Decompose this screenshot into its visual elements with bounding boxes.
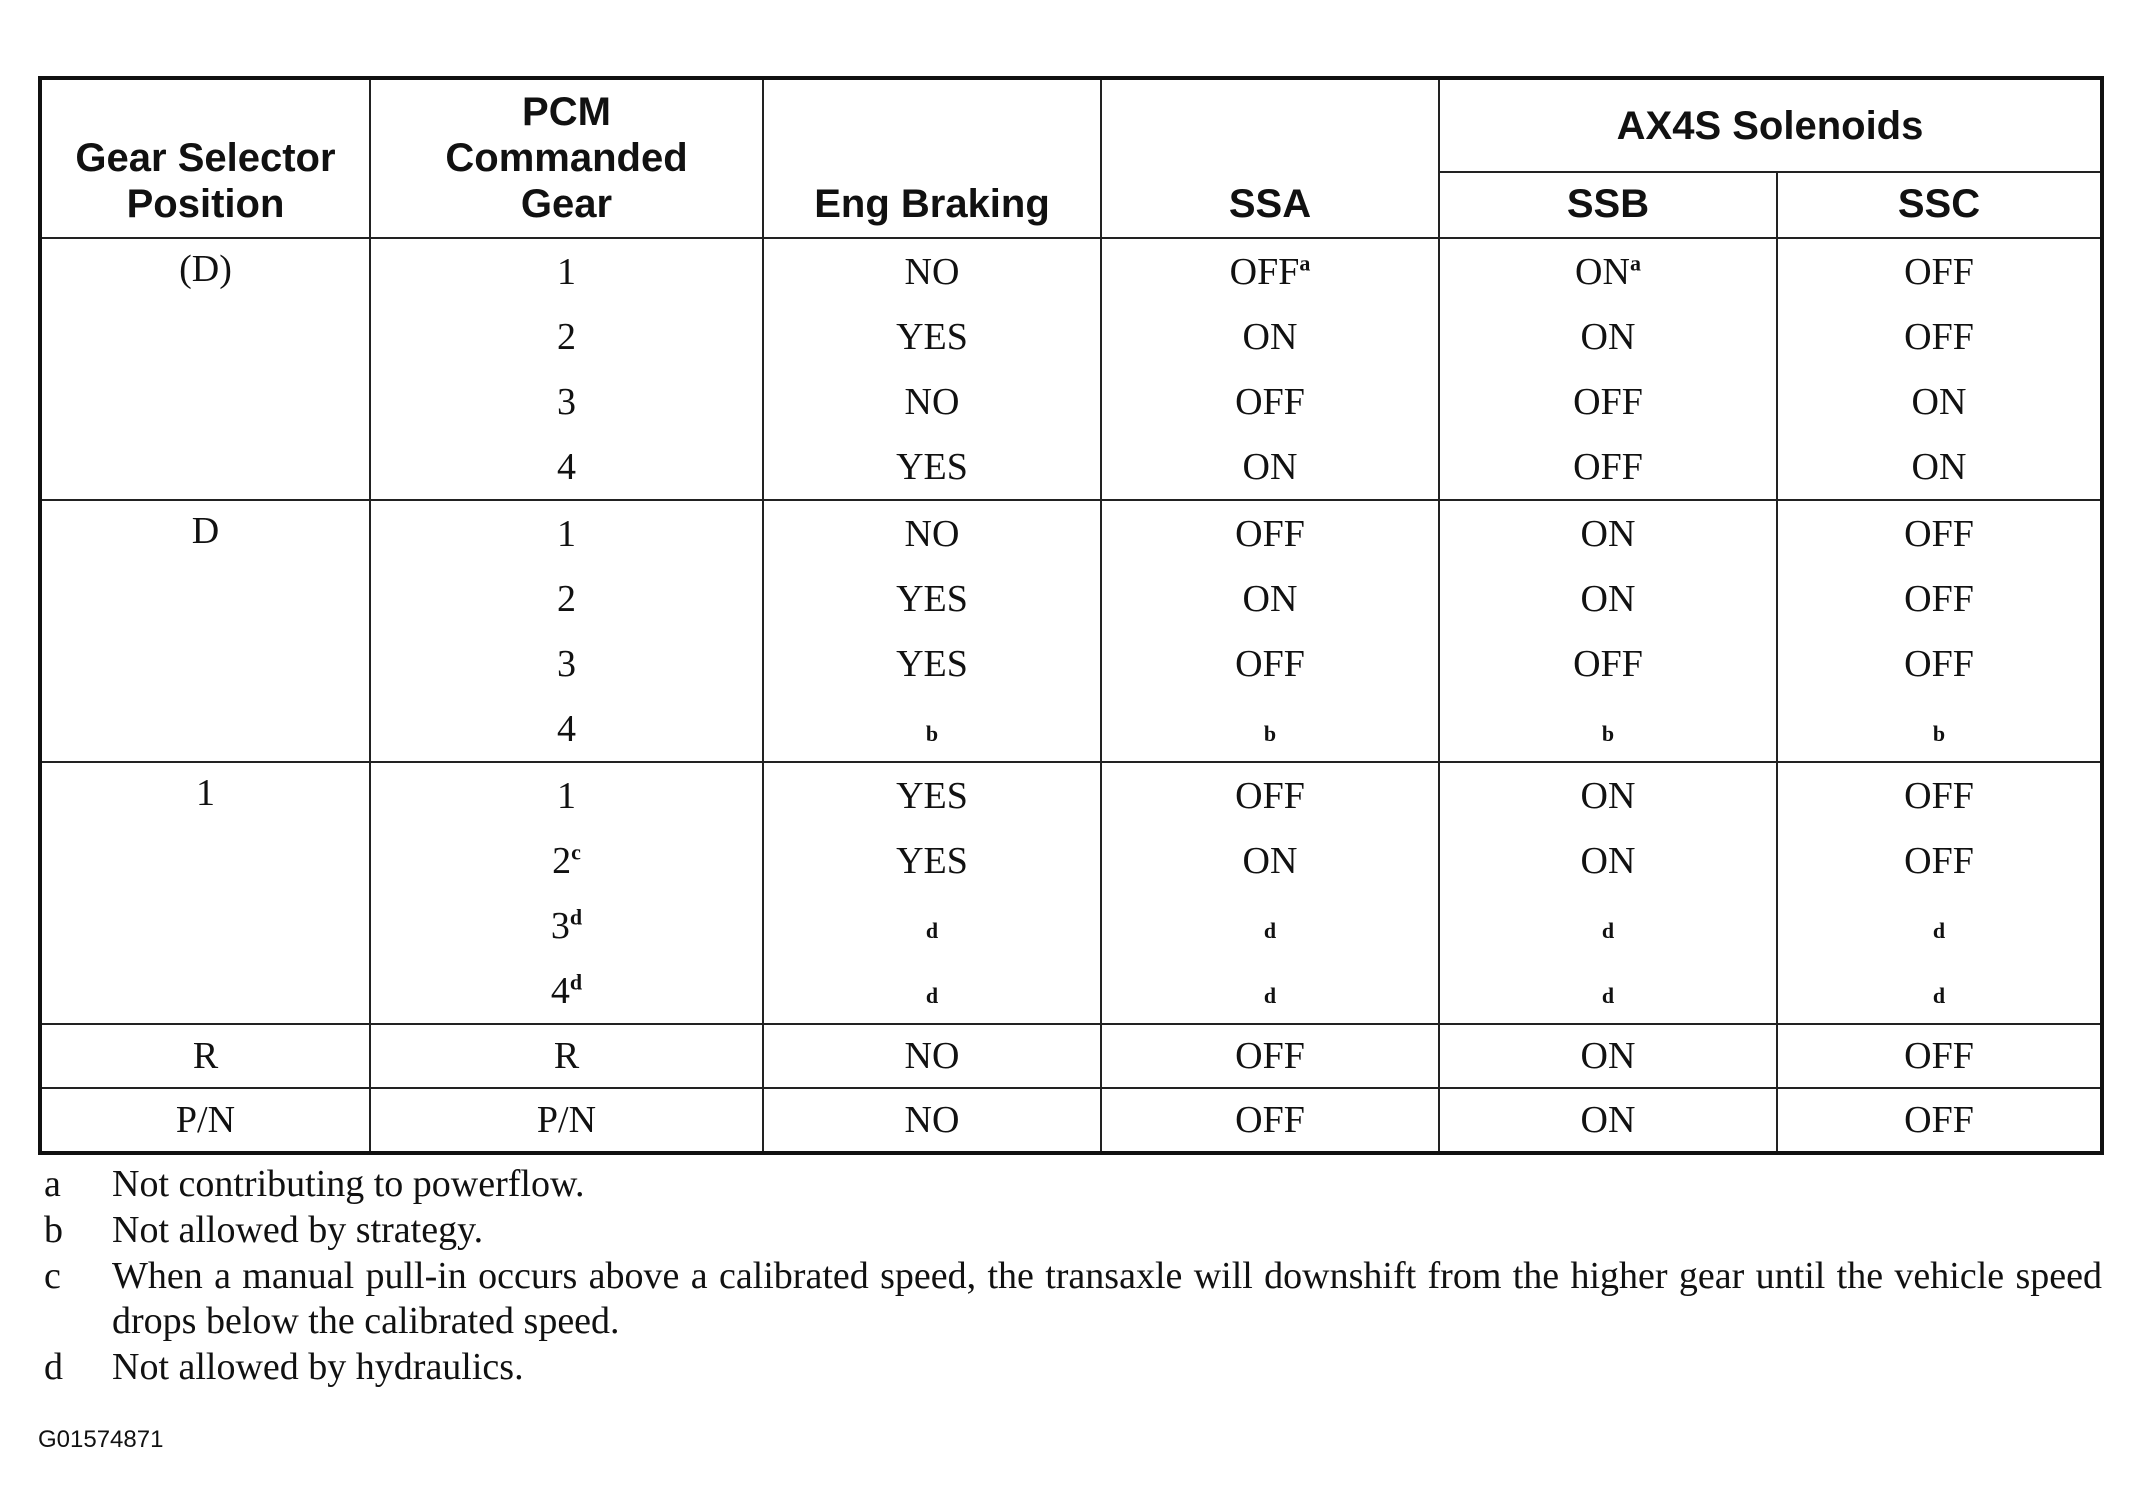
cell-value: 4 <box>550 969 570 1012</box>
eng-braking-cell <box>763 238 1101 304</box>
pcm-gear-cell <box>370 958 763 1024</box>
eng-braking-cell <box>763 500 1101 566</box>
footnote-mark: a <box>1299 249 1311 275</box>
eng-braking-cell <box>763 304 1101 369</box>
ssb-cell <box>1439 1024 1777 1088</box>
gear-selector-cell <box>40 762 370 1024</box>
ssb-cell <box>1439 369 1777 434</box>
ssa-cell <box>1101 1088 1439 1153</box>
ssc-cell <box>1777 238 2102 304</box>
cell-value: OFF <box>1229 250 1300 293</box>
selector-row-single <box>40 1088 2102 1153</box>
cell-value: R <box>553 1035 580 1077</box>
selector-group <box>40 238 2102 500</box>
footnote-mark: c <box>571 838 581 864</box>
footnote-mark: d <box>925 917 939 943</box>
cell-value: (D) <box>179 248 232 290</box>
cell-value: ON <box>1242 839 1298 882</box>
table-row <box>40 500 2102 566</box>
footnote <box>44 1162 2102 1207</box>
cell-value: OFF <box>1235 1099 1305 1141</box>
cell-value: YES <box>896 577 968 620</box>
cell-value: NO <box>904 250 960 293</box>
pcm-gear-cell <box>370 762 763 828</box>
ssc-cell <box>1777 434 2102 500</box>
eng-braking-cell <box>763 434 1101 500</box>
ssc-cell <box>1777 369 2102 434</box>
ssa-cell <box>1101 500 1439 566</box>
ssc-cell <box>1777 893 2102 958</box>
cell-value: OFF <box>1904 1035 1974 1077</box>
footnote-mark: b <box>1263 720 1277 746</box>
cell-value: 1 <box>557 512 576 555</box>
cell-value: 3 <box>550 904 570 947</box>
footnote-mark: b <box>1601 720 1615 746</box>
ssb-cell <box>1439 958 1777 1024</box>
gear-selector-cell <box>40 238 370 500</box>
cell-value: OFF <box>1904 315 1974 358</box>
cell-value: 2 <box>557 577 576 620</box>
cell-value: ON <box>1911 380 1967 423</box>
pcm-gear-cell <box>370 238 763 304</box>
pcm-gear-cell <box>370 1088 763 1153</box>
ssc-cell <box>1777 304 2102 369</box>
ssc-cell <box>1777 1024 2102 1088</box>
ssb-cell <box>1439 762 1777 828</box>
ssa-cell <box>1101 762 1439 828</box>
ssa-cell <box>1101 631 1439 696</box>
cell-value: 1 <box>557 774 576 817</box>
cell-value: 3 <box>557 380 576 423</box>
pcm-gear-cell <box>370 369 763 434</box>
footnote-text: When a manual pull-in occurs above a calibrated speed, the transaxle will downshift from the higher gear until the vehicle speed drops below the calibrated speed. <box>112 1255 2102 1342</box>
cell-value: OFF <box>1235 1035 1305 1077</box>
eng-braking-cell <box>763 1024 1101 1088</box>
footnote-mark: d <box>1263 982 1277 1008</box>
ssb-cell <box>1439 238 1777 304</box>
cell-value: ON <box>1242 315 1298 358</box>
header-ssc: SSC <box>1777 172 2102 238</box>
ssa-cell <box>1101 958 1439 1024</box>
cell-value: ON <box>1911 445 1967 488</box>
cell-value: ON <box>1580 315 1636 358</box>
eng-braking-cell <box>763 893 1101 958</box>
cell-value: 4 <box>557 445 576 488</box>
pcm-gear-cell <box>370 893 763 958</box>
header-ax4s-solenoids: AX4S Solenoids <box>1439 78 2102 172</box>
footnote-mark: d <box>1932 982 1946 1008</box>
footnote-mark: d <box>569 968 583 994</box>
cell-value: NO <box>904 1099 960 1141</box>
table-row <box>40 1024 2102 1088</box>
cell-value: YES <box>896 642 968 685</box>
ssc-cell <box>1777 566 2102 631</box>
pcm-gear-cell <box>370 696 763 762</box>
ssb-cell <box>1439 500 1777 566</box>
figure-id: G01574871 <box>38 1426 164 1453</box>
eng-braking-cell <box>763 369 1101 434</box>
ssa-cell <box>1101 304 1439 369</box>
gear-selector-cell <box>40 1024 370 1088</box>
cell-value: NO <box>904 1035 960 1077</box>
eng-braking-cell <box>763 762 1101 828</box>
cell-value: OFF <box>1904 250 1974 293</box>
table-row <box>40 1088 2102 1153</box>
ssb-cell <box>1439 828 1777 893</box>
cell-value: OFF <box>1904 1099 1974 1141</box>
footnote-mark: d <box>569 903 583 929</box>
eng-braking-cell <box>763 958 1101 1024</box>
footnote-letter: a <box>44 1163 61 1205</box>
footnote-text: Not contributing to powerflow. <box>112 1163 585 1205</box>
ssa-cell <box>1101 434 1439 500</box>
header-line: Position <box>126 182 285 226</box>
selector-row-single <box>40 1024 2102 1088</box>
ssb-cell <box>1439 631 1777 696</box>
ssb-cell <box>1439 304 1777 369</box>
pcm-gear-cell <box>370 304 763 369</box>
pcm-gear-cell <box>370 434 763 500</box>
header-pcm-commanded-gear <box>370 78 763 238</box>
gear-selector-cell <box>40 1088 370 1153</box>
ssc-cell <box>1777 1088 2102 1153</box>
ssa-cell <box>1101 566 1439 631</box>
footnote-mark: d <box>925 982 939 1008</box>
ssc-cell <box>1777 762 2102 828</box>
ssc-cell <box>1777 631 2102 696</box>
cell-value: OFF <box>1235 774 1305 817</box>
footnote-text: Not allowed by hydraulics. <box>112 1346 524 1388</box>
pcm-gear-cell <box>370 566 763 631</box>
cell-value: 2 <box>552 839 572 882</box>
cell-value: OFF <box>1235 512 1305 555</box>
cell-value: ON <box>1580 774 1636 817</box>
header-ssb: SSB <box>1439 172 1777 238</box>
cell-value: P/N <box>175 1099 236 1141</box>
cell-value: 1 <box>196 772 215 814</box>
ssc-cell <box>1777 696 2102 762</box>
pcm-gear-cell <box>370 631 763 696</box>
pcm-gear-cell <box>370 500 763 566</box>
ssa-cell <box>1101 1024 1439 1088</box>
pcm-gear-cell <box>370 828 763 893</box>
cell-value: ON <box>1575 250 1630 293</box>
cell-value: OFF <box>1904 512 1974 555</box>
ssc-cell <box>1777 958 2102 1024</box>
cell-value: YES <box>896 839 968 882</box>
footnote-mark: d <box>1601 917 1615 943</box>
eng-braking-cell <box>763 1088 1101 1153</box>
header-ssa: SSA <box>1101 78 1439 238</box>
solenoid-application-table <box>38 76 2104 1155</box>
cell-value: OFF <box>1904 642 1974 685</box>
ssb-cell <box>1439 1088 1777 1153</box>
footnote-letter: c <box>44 1255 61 1297</box>
header-eng-braking: Eng Braking <box>763 78 1101 238</box>
cell-value: YES <box>896 774 968 817</box>
ssa-cell <box>1101 238 1439 304</box>
footnote-text: Not allowed by strategy. <box>112 1209 484 1251</box>
cell-value: OFF <box>1573 642 1643 685</box>
cell-value: ON <box>1580 1035 1636 1077</box>
cell-value: ON <box>1242 577 1298 620</box>
ssa-cell <box>1101 696 1439 762</box>
ssb-cell <box>1439 696 1777 762</box>
footnote-letter: d <box>44 1346 63 1388</box>
eng-braking-cell <box>763 631 1101 696</box>
cell-value: ON <box>1580 577 1636 620</box>
cell-value: NO <box>904 512 960 555</box>
footnotes <box>44 1162 2102 1391</box>
selector-group <box>40 500 2102 762</box>
cell-value: 4 <box>557 707 576 750</box>
cell-value: YES <box>896 445 968 488</box>
ssa-cell <box>1101 369 1439 434</box>
cell-value: OFF <box>1904 839 1974 882</box>
header-gear-selector-position <box>40 78 370 238</box>
footnote-mark: d <box>1932 917 1946 943</box>
footnote <box>44 1345 2102 1390</box>
cell-value: D <box>191 510 220 552</box>
selector-group <box>40 762 2102 1024</box>
ssa-cell <box>1101 893 1439 958</box>
header-line: Gear <box>520 182 613 226</box>
table-row <box>40 238 2102 304</box>
ssb-cell <box>1439 893 1777 958</box>
ssb-cell <box>1439 566 1777 631</box>
cell-value: 1 <box>557 250 576 293</box>
cell-value: ON <box>1580 839 1636 882</box>
header-line: Gear Selector <box>75 136 336 180</box>
cell-value: NO <box>904 380 960 423</box>
cell-value: 2 <box>557 315 576 358</box>
gear-selector-cell <box>40 500 370 762</box>
footnote-mark: a <box>1629 249 1641 275</box>
footnote-mark: b <box>925 720 939 746</box>
cell-value: OFF <box>1573 380 1643 423</box>
cell-value: 3 <box>557 642 576 685</box>
footnote-mark: d <box>1601 982 1615 1008</box>
footnote-mark: d <box>1263 917 1277 943</box>
ssc-cell <box>1777 500 2102 566</box>
cell-value: OFF <box>1235 642 1305 685</box>
cell-value: ON <box>1580 512 1636 555</box>
footnote-mark: b <box>1932 720 1946 746</box>
cell-value: OFF <box>1904 577 1974 620</box>
pcm-gear-cell <box>370 1024 763 1088</box>
cell-value: P/N <box>536 1099 597 1141</box>
cell-value: R <box>192 1035 219 1077</box>
cell-value: YES <box>896 315 968 358</box>
cell-value: ON <box>1242 445 1298 488</box>
cell-value: OFF <box>1235 380 1305 423</box>
footnote-letter: b <box>44 1209 63 1251</box>
footnote <box>44 1254 2102 1344</box>
eng-braking-cell <box>763 696 1101 762</box>
table-header <box>40 78 2102 238</box>
eng-braking-cell <box>763 566 1101 631</box>
ssb-cell <box>1439 434 1777 500</box>
cell-value: OFF <box>1904 774 1974 817</box>
header-line: Commanded <box>445 136 688 180</box>
cell-value: ON <box>1580 1099 1636 1141</box>
table-row <box>40 762 2102 828</box>
footnote <box>44 1208 2102 1253</box>
eng-braking-cell <box>763 828 1101 893</box>
ssc-cell <box>1777 828 2102 893</box>
cell-value: OFF <box>1573 445 1643 488</box>
header-line: PCM <box>522 90 611 134</box>
ssa-cell <box>1101 828 1439 893</box>
